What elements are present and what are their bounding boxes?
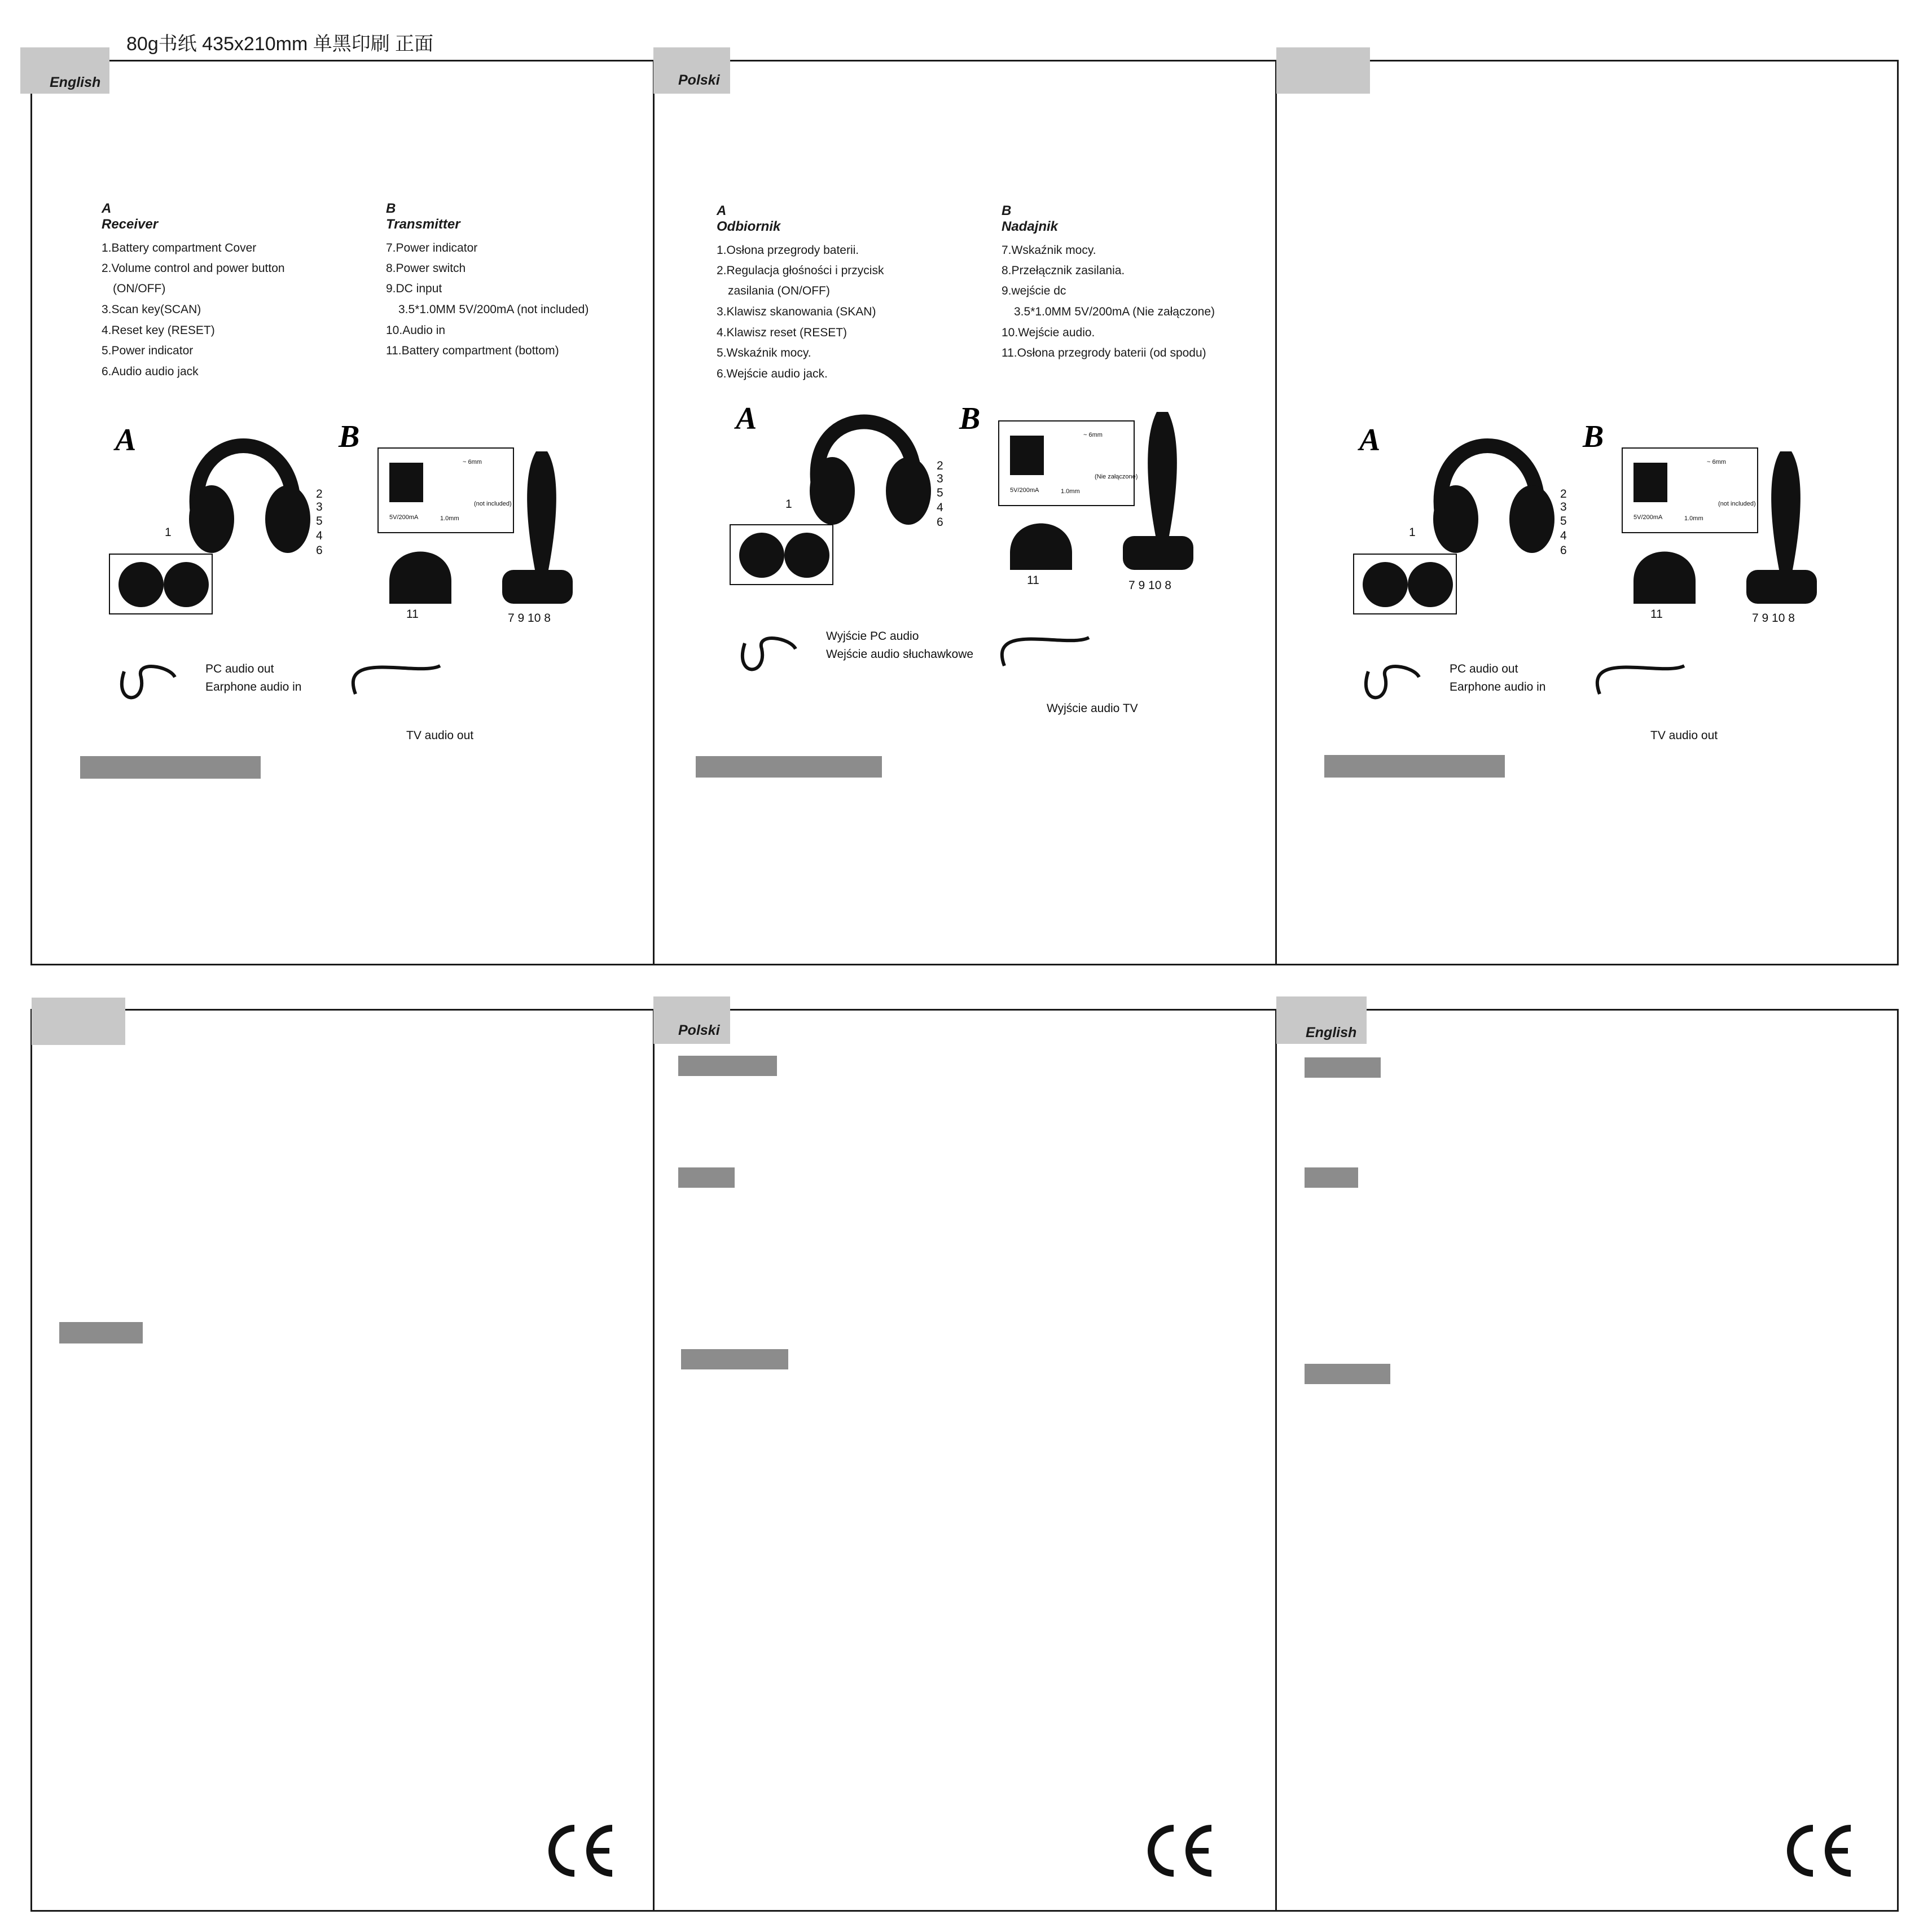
callout-1: 1	[785, 498, 792, 511]
tv-cable	[353, 666, 440, 694]
tv-cable	[1002, 638, 1089, 666]
tab-label: Polski	[678, 72, 720, 88]
callout-3: 3	[316, 500, 323, 513]
transmitter-item: 8.Power switch	[386, 262, 466, 275]
figure-drawing	[722, 395, 1230, 734]
transmitter-stand	[527, 451, 556, 576]
print-spec-note: 80g书纸 435x210mm 单黑印刷 正面	[126, 33, 434, 55]
dim-side: 1.0mm	[1684, 515, 1703, 522]
tab-blank	[32, 998, 125, 1045]
cable-label-2: Earphone audio in	[205, 680, 302, 693]
placeholder-bar	[1305, 1167, 1358, 1188]
callout-5: 5	[316, 515, 323, 528]
callout-2: 2	[1560, 488, 1567, 500]
tab-label: English	[50, 74, 101, 90]
tv-label: Wyjście audio TV	[1047, 702, 1138, 715]
placeholder-bar	[59, 1322, 143, 1343]
base-labels: 7 9 10 8	[508, 612, 551, 625]
product-figure	[102, 412, 609, 750]
transmitter-item: 10.Wejście audio.	[1002, 326, 1095, 339]
audio-cable	[122, 666, 175, 697]
letter-a: A	[736, 401, 757, 436]
ce-mark-icon	[1141, 1823, 1217, 1879]
receiver-item: 5.Wskaźnik mocy.	[717, 346, 811, 359]
callout-3: 3	[937, 472, 943, 485]
callout-2: 2	[937, 459, 943, 472]
transmitter-item: 10.Audio in	[386, 324, 446, 337]
receiver-item: 3.Scan key(SCAN)	[102, 303, 201, 316]
cable-label-1: PC audio out	[205, 662, 274, 675]
jack-label: 5V/200mA	[1633, 514, 1663, 521]
receiver-item: 3.Klawisz skanowania (SKAN)	[717, 305, 876, 318]
transmitter-heading: B Nadajnik	[1002, 203, 1059, 234]
jack-label: 5V/200mA	[1010, 487, 1039, 494]
top-divider-2	[1275, 60, 1277, 965]
receiver-item: 6.Wejście audio jack.	[717, 367, 828, 380]
headphone-illustration	[810, 422, 931, 525]
receiver-heading: A Receiver	[102, 201, 159, 232]
tab-polski	[653, 996, 730, 1044]
dim-side: 1.0mm	[1061, 488, 1080, 495]
ce-mark-icon	[542, 1823, 618, 1879]
placeholder-bar	[678, 1167, 735, 1188]
top-divider-1	[653, 60, 655, 965]
tab-blank	[1276, 47, 1370, 94]
receiver-item: zasilania (ON/OFF)	[728, 284, 830, 297]
letter-b: B	[339, 419, 360, 454]
tab-label: English	[1306, 1025, 1357, 1040]
receiver-item: 5.Power indicator	[102, 344, 194, 357]
battery-label: 11	[1650, 608, 1663, 621]
callout-4: 4	[937, 501, 943, 514]
plug-note: (not included)	[474, 500, 512, 507]
callout-6: 6	[937, 516, 943, 529]
dim-side: 1.0mm	[440, 515, 459, 522]
tab-english	[1276, 996, 1367, 1044]
product-figure	[722, 395, 1230, 734]
base-labels: 7 9 10 8	[1128, 579, 1171, 592]
callout-6: 6	[1560, 544, 1567, 557]
cable-label-2: Earphone audio in	[1450, 680, 1546, 693]
placeholder-bar	[1324, 755, 1505, 778]
letter-b: B	[1583, 419, 1604, 454]
transmitter-heading: B Transmitter	[386, 201, 460, 232]
receiver-heading: A Odbiornik	[717, 203, 781, 234]
dim-top: ~ 6mm	[1707, 459, 1726, 466]
transmitter-item: 11.Osłona przegrody baterii (od spodu)	[1002, 346, 1206, 359]
receiver-item: 4.Reset key (RESET)	[102, 324, 215, 337]
callout-1: 1	[1409, 526, 1416, 539]
tv-label: TV audio out	[406, 729, 474, 742]
cable-label-1: Wyjście PC audio	[826, 630, 919, 643]
bottom-divider-1	[653, 1009, 655, 1912]
transmitter-item: 3.5*1.0MM 5V/200mA (Nie załączone)	[1014, 305, 1215, 318]
cable-label-1: PC audio out	[1450, 662, 1518, 675]
audio-cable	[743, 638, 796, 669]
callout-2: 2	[316, 488, 323, 500]
receiver-item: 2.Regulacja głośności i przycisk	[717, 264, 884, 277]
product-figure	[1346, 412, 1854, 750]
callout-4: 4	[1560, 529, 1567, 542]
figure-drawing	[102, 412, 609, 750]
receiver-item: 1.Osłona przegrody baterii.	[717, 244, 859, 257]
ce-mark-icon	[1780, 1823, 1856, 1879]
battery-cover-shape	[1633, 552, 1696, 604]
battery-cover-shape	[389, 552, 451, 604]
receiver-item: (ON/OFF)	[113, 282, 166, 295]
receiver-item: 6.Audio audio jack	[102, 365, 199, 378]
jack-label: 5V/200mA	[389, 514, 419, 521]
transmitter-item: 9.DC input	[386, 282, 442, 295]
receiver-item: 2.Volume control and power button	[102, 262, 285, 275]
callout-1: 1	[165, 526, 172, 539]
placeholder-bar	[1305, 1057, 1381, 1078]
callout-4: 4	[316, 529, 323, 542]
bottom-divider-2	[1275, 1009, 1277, 1912]
dim-top: ~ 6mm	[1083, 432, 1103, 438]
tv-cable	[1597, 666, 1684, 694]
placeholder-bar	[696, 756, 882, 778]
battery-cover-shape	[1010, 524, 1072, 570]
transmitter-item: 9.wejście dc	[1002, 284, 1066, 297]
tab-english	[20, 47, 109, 94]
letter-a: A	[1359, 423, 1381, 458]
placeholder-bar	[80, 756, 261, 779]
battery-label: 11	[1027, 574, 1039, 587]
transmitter-stand	[1148, 412, 1177, 542]
tab-label: Polski	[678, 1022, 720, 1038]
figure-drawing	[1346, 412, 1854, 750]
plug-note: (not included)	[1718, 500, 1756, 507]
tab-polski	[653, 47, 730, 94]
placeholder-bar	[681, 1349, 788, 1369]
bottom-sheet-frame	[30, 1009, 1899, 1912]
callout-3: 3	[1560, 500, 1567, 513]
placeholder-bar	[678, 1056, 777, 1076]
base-labels: 7 9 10 8	[1752, 612, 1795, 625]
audio-cable	[1366, 666, 1419, 697]
transmitter-item: 7.Wskaźnik mocy.	[1002, 244, 1096, 257]
callout-6: 6	[316, 544, 323, 557]
dim-top: ~ 6mm	[463, 459, 482, 466]
transmitter-stand	[1771, 451, 1801, 576]
plug-note: (Nie załączone)	[1095, 473, 1138, 480]
callout-5: 5	[1560, 515, 1567, 528]
transmitter-item: 7.Power indicator	[386, 242, 478, 254]
letter-a: A	[115, 423, 137, 458]
callout-5: 5	[937, 486, 943, 499]
cable-label-2: Wejście audio słuchawkowe	[826, 648, 974, 661]
battery-label: 11	[406, 608, 419, 621]
transmitter-item: 3.5*1.0MM 5V/200mA (not included)	[398, 303, 589, 316]
transmitter-item: 11.Battery compartment (bottom)	[386, 344, 559, 357]
receiver-item: 1.Battery compartment Cover	[102, 242, 257, 254]
tv-label: TV audio out	[1650, 729, 1718, 742]
transmitter-item: 8.Przełącznik zasilania.	[1002, 264, 1125, 277]
headphone-illustration	[189, 446, 310, 553]
placeholder-bar	[1305, 1364, 1390, 1384]
letter-b: B	[959, 401, 981, 436]
receiver-item: 4.Klawisz reset (RESET)	[717, 326, 847, 339]
headphone-illustration	[1433, 446, 1554, 553]
